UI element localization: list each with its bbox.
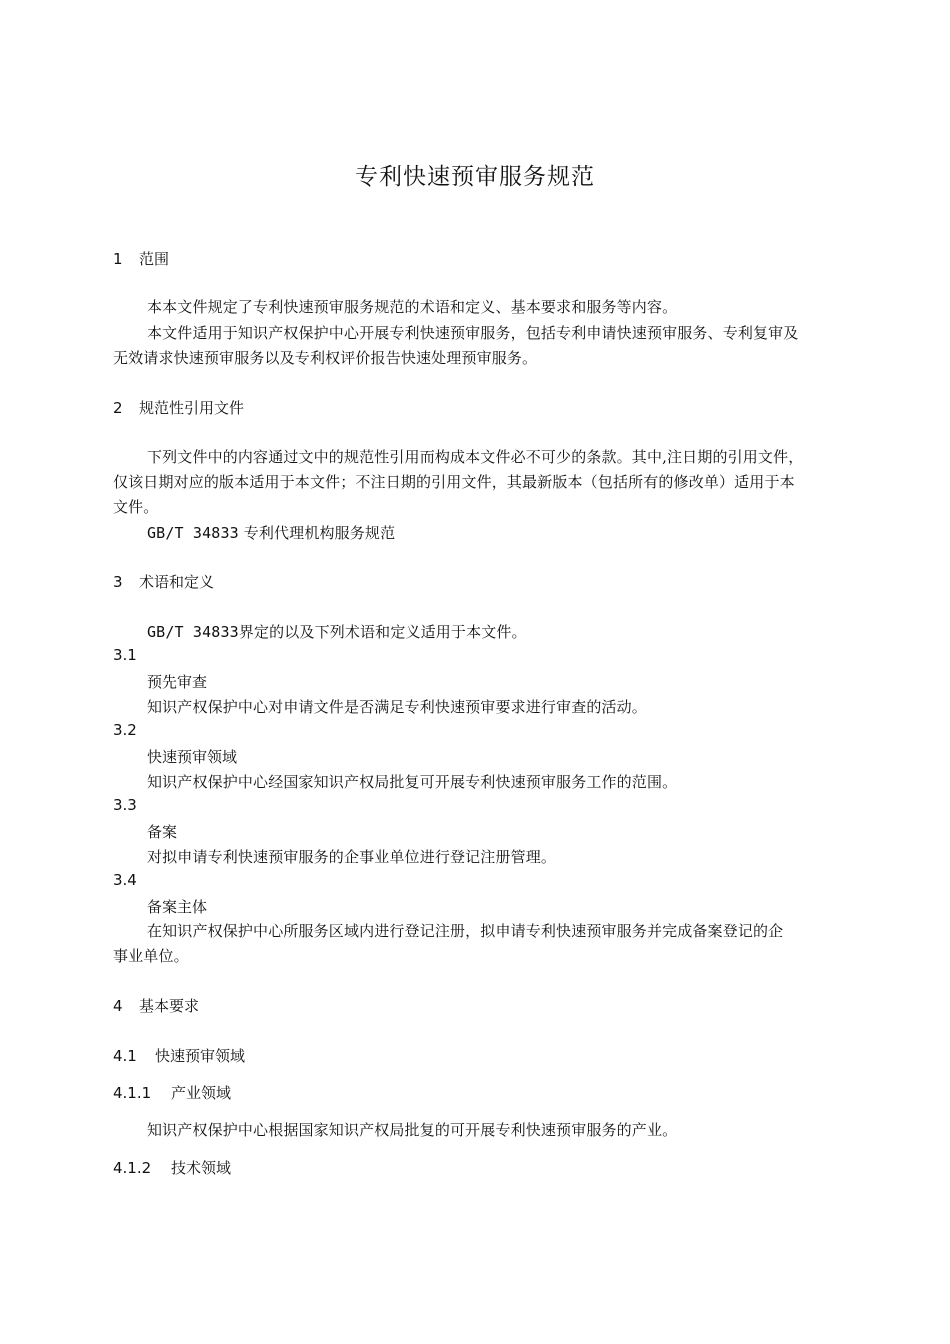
section-1-heading xyxy=(113,248,169,269)
section-title: 范围 xyxy=(139,250,170,268)
term-definition: 对拟申请专利快速预审服务的企事业单位进行登记注册管理。 xyxy=(147,848,557,866)
paragraph-line: 无效请求快速预审服务以及专利权评价报告快速处理预审服务。 xyxy=(113,349,538,367)
section-number: 3 xyxy=(113,573,123,591)
section-3-heading xyxy=(113,571,214,592)
section-4-heading xyxy=(113,995,199,1016)
paragraph-line: 下列文件中的内容通过文中的规范性引用而构成本文件必不可少的条款。其中,注日期的引用文件， xyxy=(147,448,804,466)
terms-intro xyxy=(147,621,527,642)
reference-code: GB/T 34833 xyxy=(147,623,239,641)
section-title: 快速预审领域 xyxy=(155,1047,246,1065)
term-name: 预先审查 xyxy=(147,673,208,691)
normative-reference xyxy=(147,522,395,543)
paragraph: 知识产权保护中心根据国家知识产权局批复的可开展专利快速预审服务的产业。 xyxy=(147,1121,678,1139)
section-2-heading xyxy=(113,397,244,418)
section-title: 基本要求 xyxy=(139,997,200,1015)
term-number: 3.1 xyxy=(113,646,137,664)
intro-text: 界定的以及下列术语和定义适用于本文件。 xyxy=(238,623,527,641)
section-number: 4.1 xyxy=(113,1047,137,1065)
term-number: 3.3 xyxy=(113,796,137,814)
reference-title: 专利代理机构服务规范 xyxy=(243,524,396,542)
subsection-4-1-1-heading xyxy=(113,1082,231,1103)
term-definition: 知识产权保护中心对申请文件是否满足专利快速预审要求进行审查的活动。 xyxy=(147,698,647,716)
section-title: 术语和定义 xyxy=(139,573,215,591)
section-title: 规范性引用文件 xyxy=(139,399,245,417)
section-title: 产业领域 xyxy=(171,1084,232,1102)
term-name: 备案 xyxy=(147,823,178,841)
section-title: 技术领域 xyxy=(171,1159,232,1177)
section-number: 4 xyxy=(113,997,123,1015)
section-number: 4.1.2 xyxy=(113,1159,152,1177)
term-definition: 在知识产权保护中心所服务区域内进行登记注册，拟申请专利快速预审服务并完成备案登记的企 xyxy=(147,922,784,940)
term-definition-continued: 事业单位。 xyxy=(113,947,189,965)
term-number: 3.2 xyxy=(113,721,137,739)
subsection-4-1-2-heading xyxy=(113,1157,231,1178)
section-number: 4.1.1 xyxy=(113,1084,152,1102)
paragraph: 本本文件规定了专利快速预审服务规范的术语和定义、基本要求和服务等内容。 xyxy=(147,298,678,316)
subsection-4-1-heading xyxy=(113,1045,245,1066)
section-number: 1 xyxy=(113,250,123,268)
term-name: 备案主体 xyxy=(147,898,208,916)
paragraph-line: 文件。 xyxy=(113,498,159,516)
term-name: 快速预审领域 xyxy=(147,748,238,766)
term-definition: 知识产权保护中心经国家知识产权局批复可开展专利快速预审服务工作的范围。 xyxy=(147,773,678,791)
document-title: 专利快速预审服务规范 xyxy=(355,164,595,190)
term-number: 3.4 xyxy=(113,871,137,889)
reference-code: GB/T 34833 xyxy=(147,524,239,542)
paragraph-line: 本文件适用于知识产权保护中心开展专利快速预审服务，包括专利申请快速预审服务、专利复审及 xyxy=(147,324,799,342)
section-number: 2 xyxy=(113,399,123,417)
paragraph-line: 仅该日期对应的版本适用于本文件；不注日期的引用文件，其最新版本（包括所有的修改单）适用于本 xyxy=(113,473,795,491)
